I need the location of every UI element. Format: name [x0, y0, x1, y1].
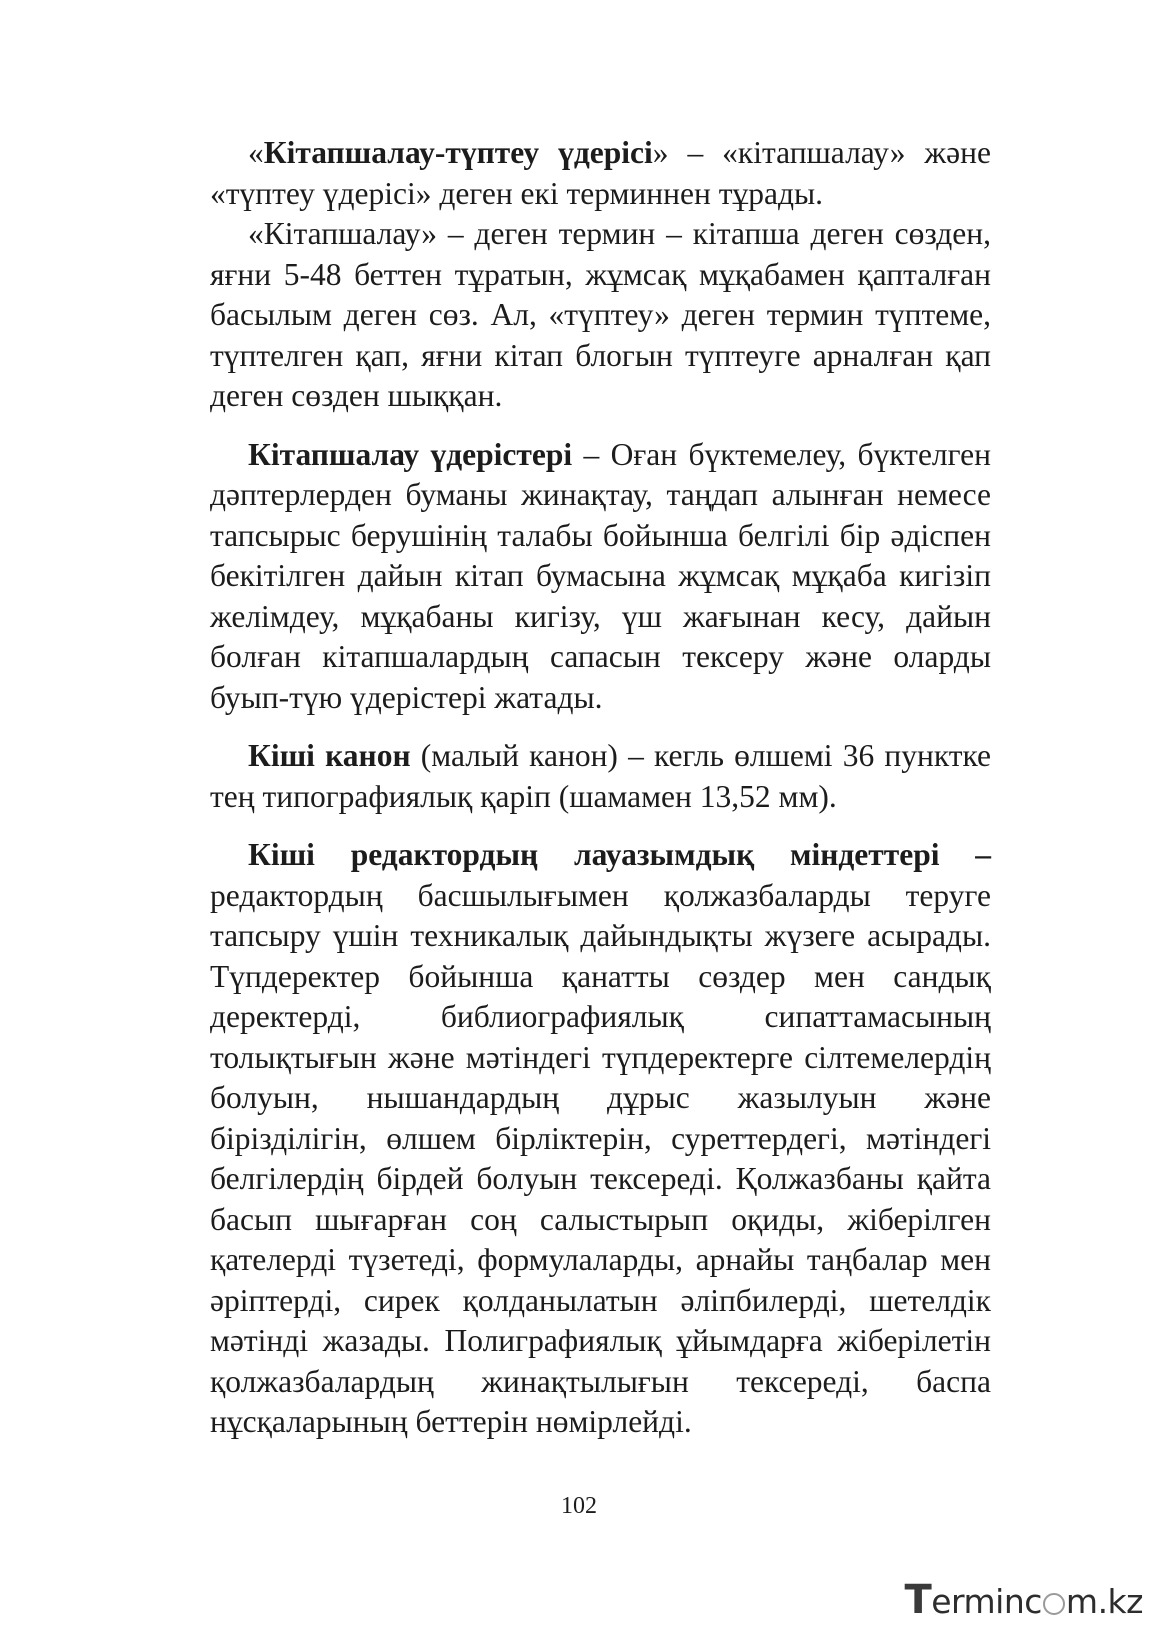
entry-term: Кітапшалау үдерістері [248, 436, 573, 472]
page-number: 102 [561, 1493, 597, 1519]
entry-definition: (малый канон) – кегль өлшемі 36 пунктке тең типографиялық қаріп (шамамен 13,52 мм). [210, 738, 991, 814]
entry-definition: «Кітапшалау» – деген термин – кітапша деген сөзден, яғни 5-48 беттен тұратын, жұмсақ мұқабамен қапталған басылым деген сөз. Ал, «түптеу» деген термин түптеме, түптелген қап, яғни кітап блогын түптеуге арналған қап деген сөзден шыққан. [210, 216, 991, 413]
entry-term: Кіші редактордың лауазымдық міндеттері – [248, 837, 991, 872]
entry-booklet-binding-process [210, 133, 991, 214]
entry-booklet-processes [210, 435, 991, 719]
entry-junior-editor-duties [210, 835, 991, 1443]
circle-o-icon [1043, 1593, 1065, 1615]
entry-definition: редактордың басшылығымен қолжазбаларды теруге тапсыру үшін техникалық дайындықты жүзеге асырады. Түпдеректер бойынша қанатты сөздер мен сандық деректерді, библиографиялық сипаттамасының толықтығын және мәтіндегі түпдеректерге сілтемелердің болуын, нышандардың дұрыс жазылуын және біріздiлiгін, өлшем бірліктерін, суреттердегі, мәтіндегі белгілердің бірдей болуын тексереді. Қолжазбаны қайта басып шығарған соң салыстырып оқиды, жіберілген қателерді түзетеді, формулаларды, арнайы таңбалар мен әріптерді, сирек қолданылатын әліпбилерді, шетелдік мәтінді жазады. Полиграфиялық ұйымдарға жіберілетін қолжазбалардың жинақтылығын тексереді, баспа нұсқаларының беттерін нөмірлейді. [210, 877, 991, 1439]
watermark-text-part: erminc [931, 1582, 1042, 1621]
entry-term: Кіші канон [248, 738, 411, 773]
open-quote: « [248, 135, 264, 170]
watermark-t-letter: T [904, 1577, 932, 1623]
termincom-watermark-logo [904, 1577, 1143, 1623]
entry-term: Кітапшалау-түптеу үдерісі [263, 135, 653, 170]
entry-definition: – Оған бүктемелеу, бүктелген дәптерлерден буманы жинақтау, таңдап алынған немесе тапсырыс берушінің талабы бойынша белгілі бір әдіспен бекітілген дайын кітап бумасына жұмсақ мұқаба кигізіп желімдеу, мұқабаны кигізу, үш жағынан кесу, дайын болған кітапшалардың сапасын тексеру және оларды буып-түю үдерістері жатады. [210, 436, 991, 715]
watermark-domain-part: m.kz [1065, 1582, 1143, 1621]
entry-booklet-explanation [210, 214, 991, 417]
entry-definition: » – «кітапшалау» және «түптеу үдерісі» деген екі терминнен тұрады. [210, 135, 991, 211]
entry-small-canon [210, 736, 991, 817]
page-body [210, 133, 991, 1443]
